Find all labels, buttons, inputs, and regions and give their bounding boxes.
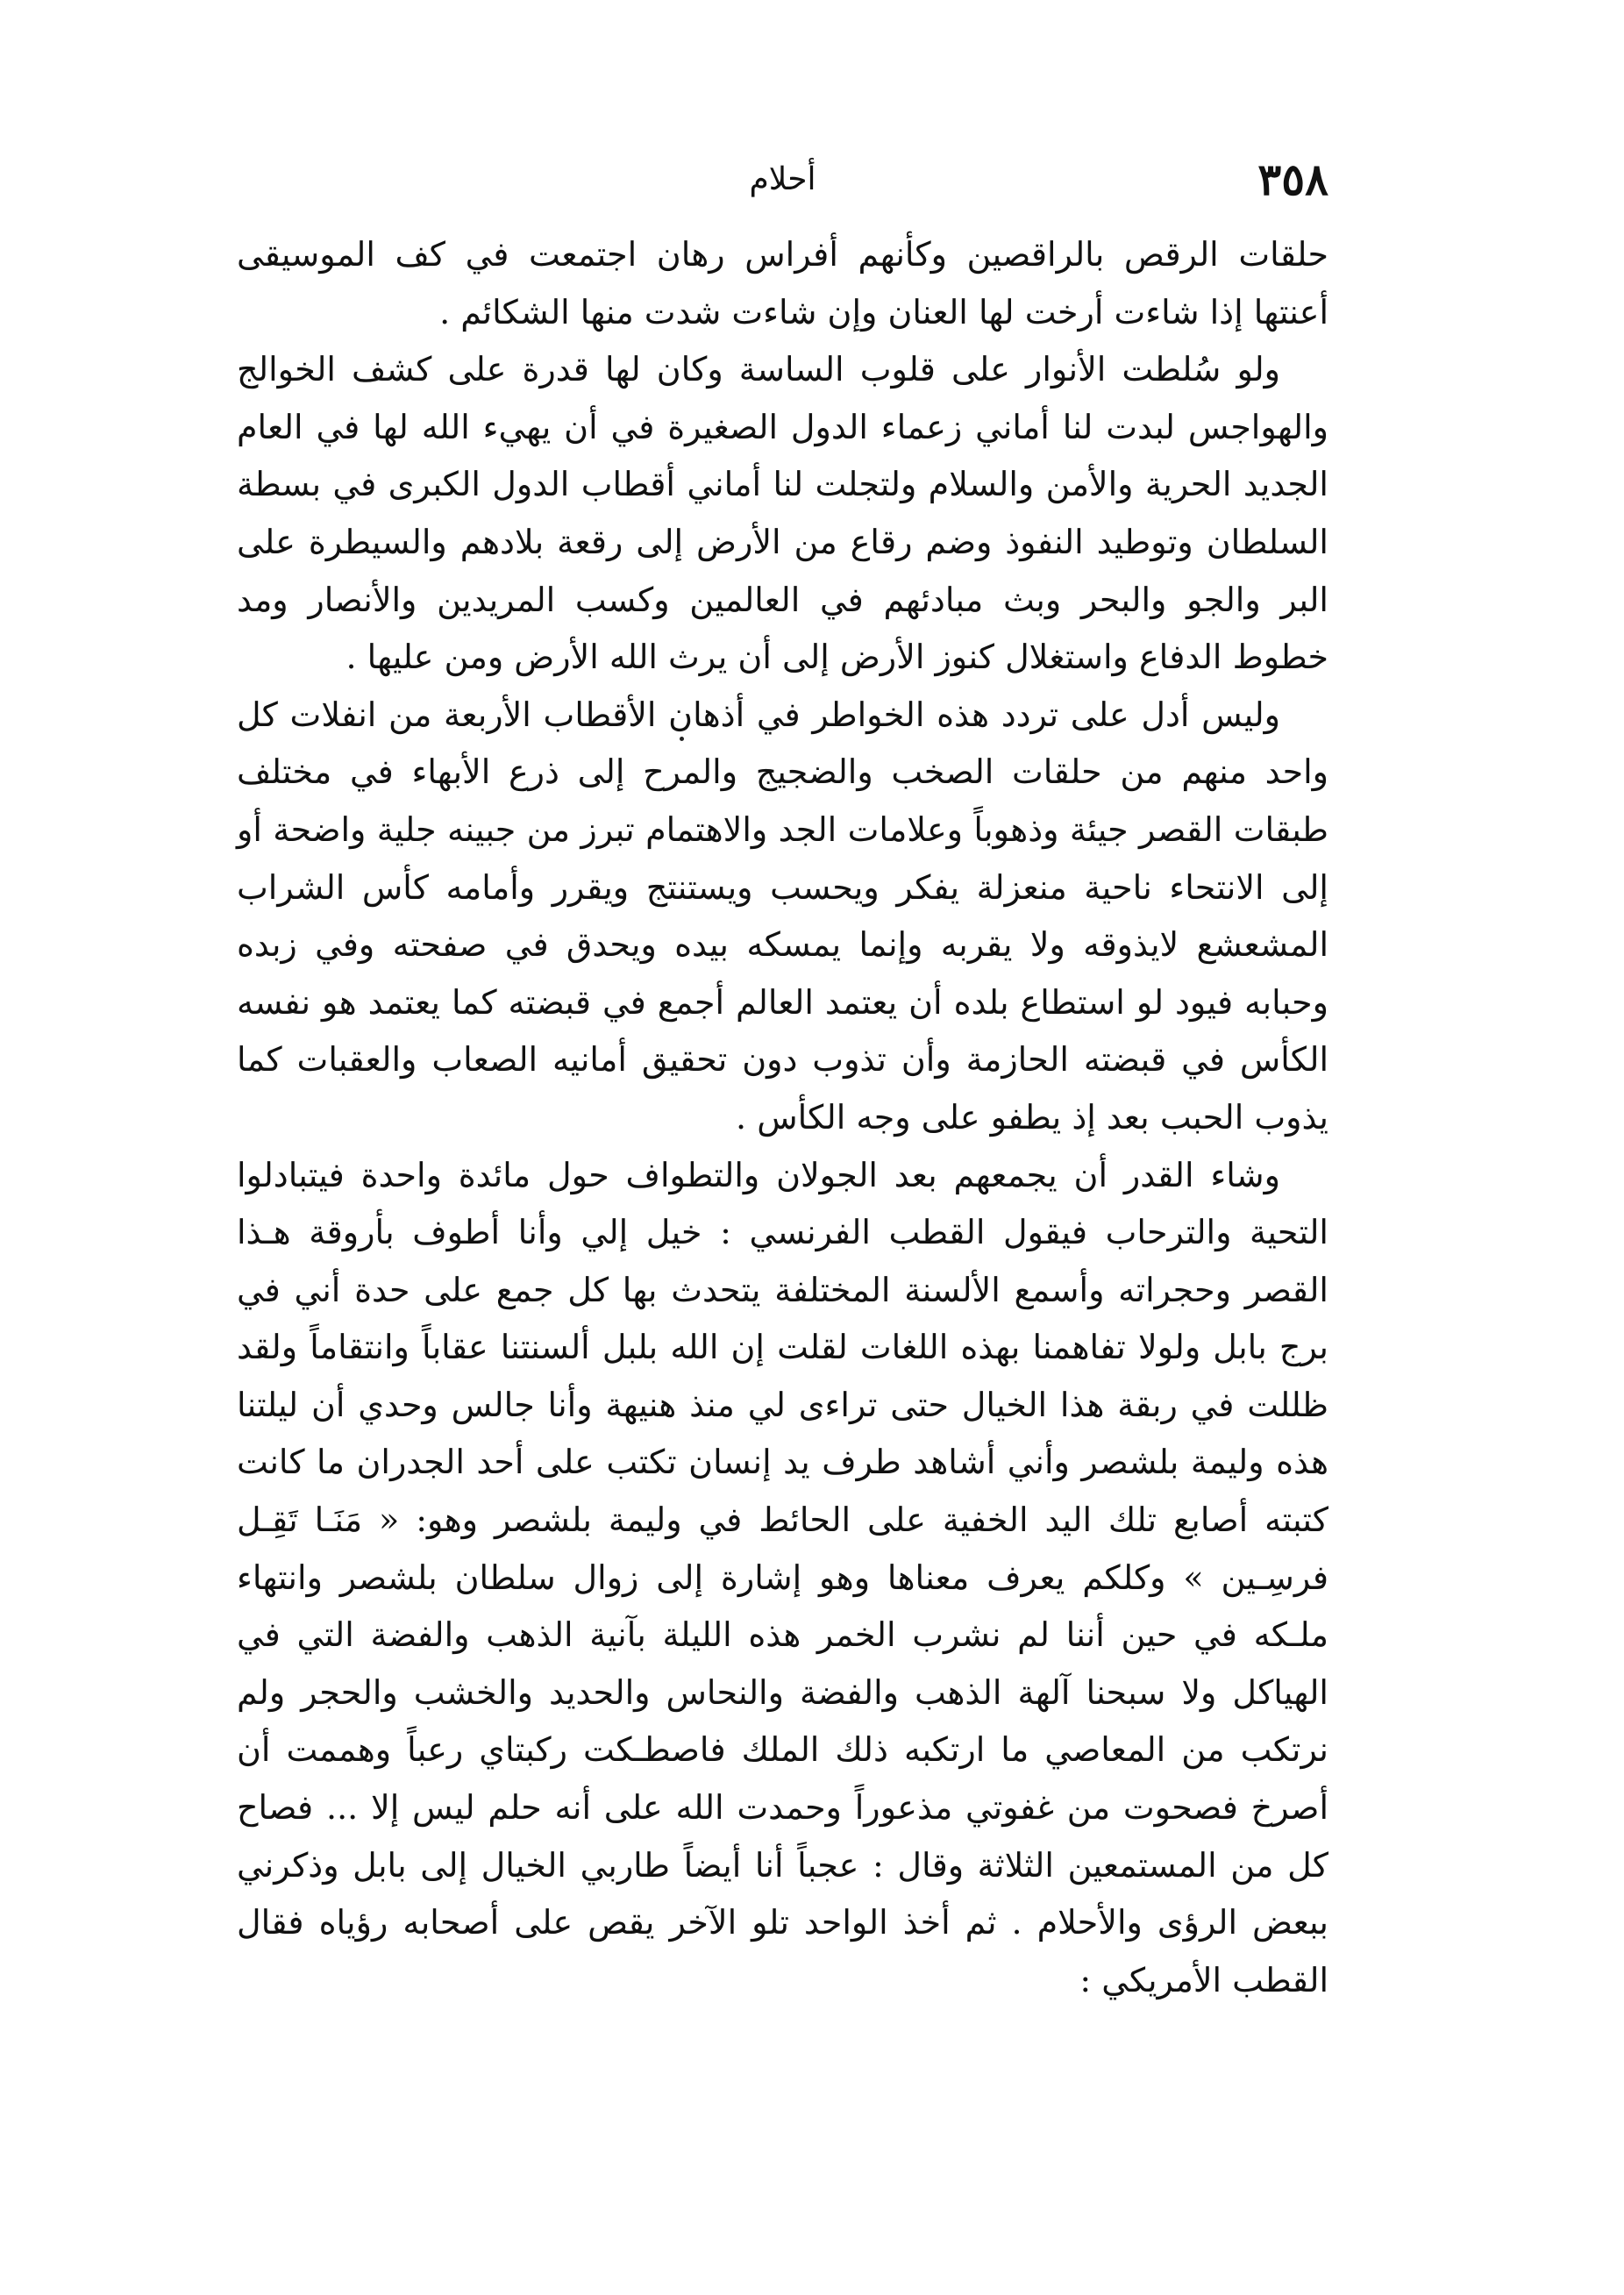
running-head	[237, 149, 1328, 210]
paragraph-french-pole-dream: وشاء القدر أن يجمعهم بعد الجولان والتطواف حول مائدة واحدة فيتبادلوا التحية والترحاب فيقول القطب الفرنسي : خيل إلي وأنا أطوف بأروقة هـذا القصر وحجراته وأسمع الألسنة المختلفة يتحدث بها كل جمع على حدة أني في برج بابل ولولا تفاهمنا بهذه اللغات لقلت إن الله بلبل ألسنتنا عقاباً وانتقاماً ولقد ظللت في ربقة هذا الخيال حتى تراءى لي منذ هنيهة وأنا جالس وحدي أن ليلتنا هذه وليمة بلشصر وأني أشاهد طرف يد إنسان تكتب على أحد الجدران ما كانت كتبته أصابع تلك اليد الخفية على الحائط في وليمة بلشصر وهو: « مَنَـا تَقِـل فرسِـين » وكلكم يعرف معناها وهو إشارة إلى زوال سلطان بلشصر وانتهاء ملـكه في حين أننا لم نشرب الخمر هذه الليلة بآنية الذهب والفضة التي في الهياكل ولا سبحنا آلهة الذهب والفضة والنحاس والحديد والخشب والحجر ولم نرتكب من المعاصي ما ارتكبه ذلك الملك فاصطـكت ركبتاي رعباً وهممت أن أصرخ فصحوت من غفوتي مذعوراً وحمدت الله على أنه حلم ليس إلا ... فصاح كل من المستمعين الثلاثة وقال : عجباً أنا أيضاً طاربي الخيال إلى بابل وذكرني ببعض الرؤى والأحلام . ثم أخذ الواحد تلو الآخر يقص على أصحابه رؤياه فقال القطب الأمريكي :	[237, 1155, 1328, 1999]
body-text	[237, 226, 1328, 2009]
paragraph-dancing-circles: حلقات الرقص بالراقصين وكأنهم أفراس رهان اجتمعت في كف الموسيقى أعنتها إذا شاءت أرخت لها العنان وإن شاءت شدت منها الشكائم .	[237, 235, 1328, 331]
paragraph-four-poles-thoughts: وليس أدل على تردد هذه الخواطر في أذهان الأقطاب الأربعة من انفلات كل واحد منهم من حلقات الصخب والضجيج والمرح إلى ذرع الأبهاء في مختلف طبقات القصر جيئة وذهوباً وعلامات الجد والاهتمام تبرز من جبينه جلية واضحة أو إلى الانتحاء ناحية منعزلة يفكر ويحسب ويستنتج ويقرر وأمامه كأس الشراب المشعشع لايذوقه ولا يقربه وإنما يمسكه بيده ويحدق في صفحته وفي زبده وحبابه فيود لو استطاع بلده أن يعتمد العالم أجمع في قبضته كما يعتمد هو نفسه الكأس في قبضته الحازمة وأن تذوب دون تحقيق أمانيه الصعاب والعقبات كما يذوب الحبب بعد إذ يطفو على وجه الكأس .	[237, 695, 1328, 1137]
ink-speck	[680, 737, 684, 741]
running-title: أحلام	[749, 161, 816, 197]
page-number: ٣٥٨	[1257, 153, 1328, 205]
paragraph-politicians-hopes: ولو سُلطت الأنوار على قلوب الساسة وكان لها قدرة على كشف الخوالج والهواجس لبدت لنا أماني زعماء الدول الصغيرة في أن يهيء الله لها في العام الجديد الحرية والأمن والسلام ولتجلت لنا أماني أقطاب الدول الكبرى في بسطة السلطان وتوطيد النفوذ وضم رقاع من الأرض إلى رقعة بلادهم والسيطرة على البر والجو والبحر وبث مبادئهم في العالمين وكسب المريدين والأنصار ومد خطوط الدفاع واستغلال كنوز الأرض إلى أن يرث الله الأرض ومن عليها .	[237, 350, 1328, 677]
